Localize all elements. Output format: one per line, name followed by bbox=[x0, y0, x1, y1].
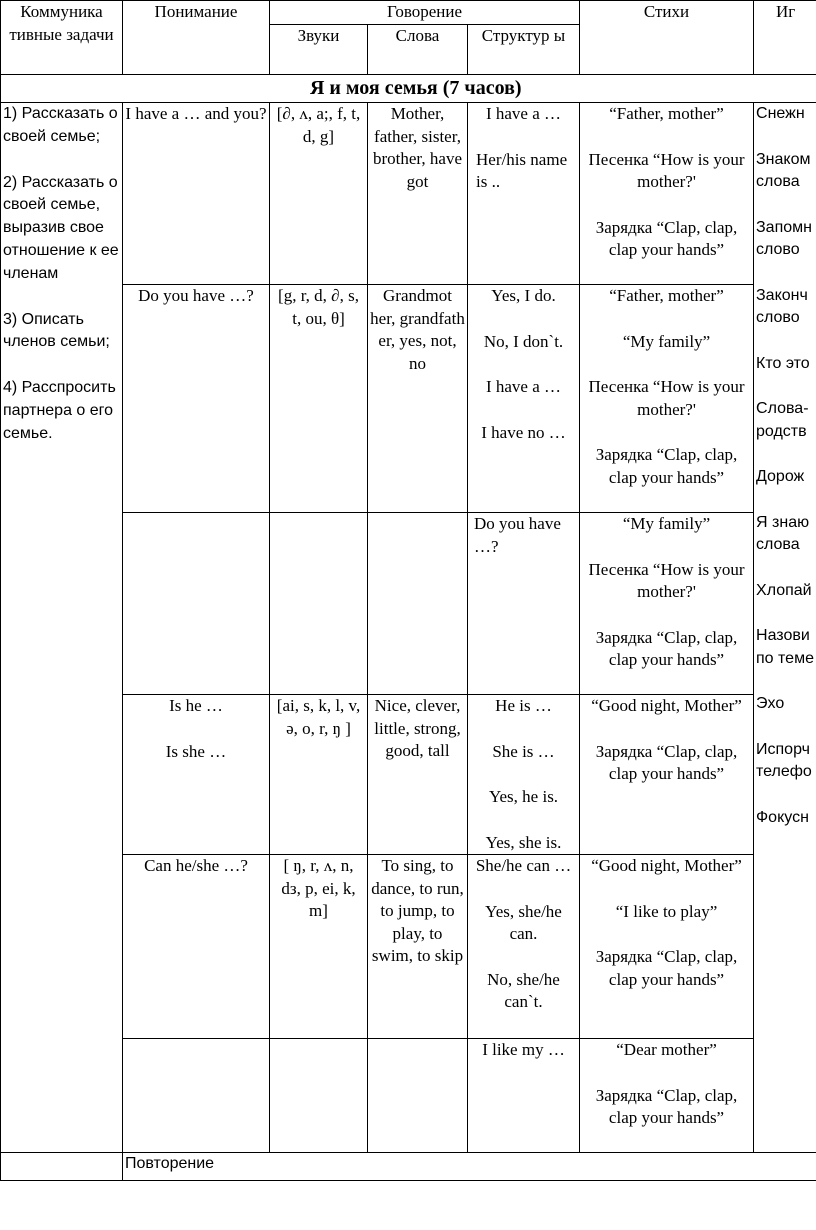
structures-cell bbox=[468, 285, 580, 513]
sounds-cell bbox=[270, 1039, 368, 1153]
structures-cell bbox=[468, 1039, 580, 1153]
poems-cell bbox=[580, 285, 754, 513]
understanding-cell bbox=[123, 285, 270, 513]
poem-text: “Good night, Mother” bbox=[591, 856, 742, 875]
structure-text: Do you have …? bbox=[474, 514, 561, 556]
structure-text: He is … bbox=[495, 696, 552, 715]
game-item: Законч слово bbox=[756, 286, 808, 326]
poems-cell bbox=[580, 695, 754, 855]
sounds-cell: [g, r, d, ∂, s, t, ou, θ] bbox=[270, 285, 368, 513]
understanding-text: Do you have …? bbox=[138, 286, 254, 305]
table-row bbox=[1, 513, 816, 695]
game-item: Я знаю слова bbox=[756, 513, 810, 553]
empty-cell bbox=[1, 1153, 123, 1181]
structure-text: I like my … bbox=[482, 1040, 565, 1059]
game-item: Испорч телефо bbox=[756, 740, 812, 780]
poems-cell bbox=[580, 855, 754, 1039]
header-speaking: Говорение bbox=[270, 1, 580, 25]
task-item: 2) Рассказать о своей семье, выразив свое отношение к ее членам bbox=[3, 173, 119, 282]
game-item: Фокусн bbox=[756, 808, 809, 826]
structures-cell bbox=[468, 695, 580, 855]
poem-text: Зарядка “Clap, clap, clap your hands” bbox=[595, 217, 738, 259]
understanding-cell bbox=[123, 855, 270, 1039]
section-title: Я и моя семья (7 часов) bbox=[1, 75, 816, 103]
game-item: Хлопай bbox=[756, 581, 812, 599]
table-row bbox=[1, 695, 816, 855]
structure-text: Yes, he is. bbox=[488, 787, 559, 806]
header-poems: Стихи bbox=[580, 1, 754, 75]
poem-text: “Good night, Mother” bbox=[591, 696, 742, 715]
poem-text: “Dear mother” bbox=[616, 1040, 717, 1059]
words-cell: Mother, father, sister, brother, have got bbox=[368, 103, 468, 285]
words-cell: Grandmot her, grandfath er, yes, not, no bbox=[368, 285, 468, 513]
poem-text: Зарядка “Clap, clap, clap your hands” bbox=[595, 1085, 738, 1127]
header-tasks: Коммуника тивные задачи bbox=[1, 1, 123, 75]
understanding-cell bbox=[123, 695, 270, 855]
poem-text: Песенка “How is your mother?' bbox=[588, 559, 745, 601]
structure-text: I have a … bbox=[485, 377, 562, 396]
task-item: 4) Расспросить партнера о его семье. bbox=[3, 379, 116, 442]
game-item: Знаком слова bbox=[756, 150, 811, 190]
structure-text: She is … bbox=[492, 741, 555, 761]
poem-text: “My family” bbox=[622, 331, 711, 351]
structure-text: Yes, I do. bbox=[491, 286, 556, 305]
understanding-text: Can he/she …? bbox=[144, 856, 248, 875]
structure-text: Yes, she is. bbox=[485, 832, 562, 852]
games-cell bbox=[754, 103, 816, 1153]
words-cell: Nice, clever, little, strong, good, tall bbox=[368, 695, 468, 855]
understanding-cell bbox=[123, 103, 270, 285]
game-item: Кто это bbox=[756, 354, 810, 372]
game-item: Дорож bbox=[756, 468, 805, 485]
sounds-cell: [ai, s, k, l, v, ə, o, r, ŋ ] bbox=[270, 695, 368, 855]
table-row bbox=[1, 1039, 816, 1153]
game-item: Снежн bbox=[756, 105, 805, 122]
structure-text: I have a … bbox=[485, 104, 562, 123]
structure-text: No, I don`t. bbox=[483, 331, 564, 351]
task-item: 1) Рассказать о своей семье; bbox=[3, 105, 118, 145]
sounds-cell: [∂, ʌ, a;, f, t, d, g] bbox=[270, 103, 368, 285]
poem-text: Песенка “How is your mother?' bbox=[588, 149, 745, 191]
poem-text: Песенка “How is your mother?' bbox=[588, 377, 745, 419]
structures-cell bbox=[468, 103, 580, 285]
game-item: Эхо bbox=[756, 695, 785, 712]
understanding-cell bbox=[123, 1039, 270, 1153]
structures-cell bbox=[468, 513, 580, 695]
game-item: Слова- родств bbox=[756, 400, 809, 440]
table-row bbox=[1, 285, 816, 513]
words-cell bbox=[368, 513, 468, 695]
understanding-text: I have a … and you? bbox=[125, 104, 267, 123]
game-item: Назови по теме bbox=[756, 627, 814, 667]
poems-cell bbox=[580, 513, 754, 695]
poem-text: Зарядка “Clap, clap, clap your hands” bbox=[595, 445, 738, 487]
poem-text: Зарядка “Clap, clap, clap your hands” bbox=[595, 627, 738, 669]
header-structures: Структур ы bbox=[468, 25, 580, 75]
header-understanding: Понимание bbox=[123, 1, 270, 75]
header-games: Иг bbox=[754, 1, 816, 75]
table-row bbox=[1, 103, 816, 285]
structure-text: She/he can … bbox=[475, 856, 572, 875]
table-row bbox=[1, 855, 816, 1039]
poem-text: “I like to play” bbox=[615, 901, 718, 921]
task-item: 3) Описать членов семьи; bbox=[3, 310, 110, 351]
table-row bbox=[1, 1153, 816, 1181]
header-words: Слова bbox=[368, 25, 468, 75]
understanding-cell bbox=[123, 513, 270, 695]
structure-text: No, she/he can`t. bbox=[487, 969, 560, 1011]
tasks-cell bbox=[1, 103, 123, 1153]
structure-text: Yes, she/he can. bbox=[485, 901, 562, 943]
poem-text: “My family” bbox=[622, 514, 711, 533]
poems-cell bbox=[580, 103, 754, 285]
poem-text: “Father, mother” bbox=[609, 104, 724, 123]
poem-text: Зарядка “Clap, clap, clap your hands” bbox=[595, 947, 738, 989]
sounds-cell bbox=[270, 513, 368, 695]
understanding-text: Is she … bbox=[165, 741, 227, 761]
words-cell: To sing, to dance, to run, to jump, to play, to swim, to skip bbox=[368, 855, 468, 1039]
poem-text: Зарядка “Clap, clap, clap your hands” bbox=[595, 741, 738, 783]
poem-text: “Father, mother” bbox=[609, 286, 724, 305]
structure-text: I have no … bbox=[481, 422, 566, 442]
poems-cell bbox=[580, 1039, 754, 1153]
game-item: Запомн слово bbox=[756, 218, 812, 258]
repeat-label: Повторение bbox=[123, 1153, 816, 1181]
words-cell bbox=[368, 1039, 468, 1153]
understanding-text: Is he … bbox=[169, 696, 223, 715]
structures-cell bbox=[468, 855, 580, 1039]
header-sounds: Звуки bbox=[270, 25, 368, 75]
sounds-cell: [ ŋ, r, ʌ, n, dз, p, ei, k, m] bbox=[270, 855, 368, 1039]
structure-text: Her/his name is .. bbox=[476, 149, 568, 191]
